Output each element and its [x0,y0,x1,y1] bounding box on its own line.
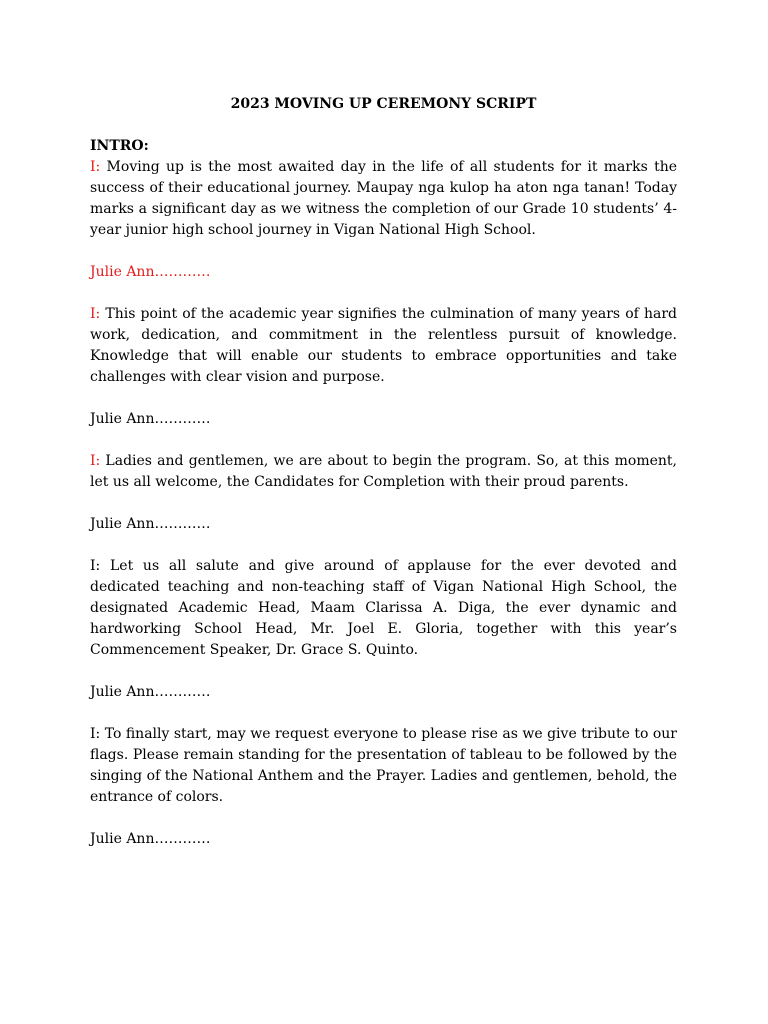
speaker-label: I: [90,159,101,175]
document-title: 2023 MOVING UP CEREMONY SCRIPT [230,96,537,112]
paragraph-intro-1 [90,157,677,241]
paragraph-text: Ladies and gentlemen, we are about to begin the program. So, at this moment, let us all welcome, the Candidates for Completion with their proud parents. [90,453,677,490]
speaker-cue-julie-ann-3: Julie Ann………… [90,516,211,532]
paragraph-intro-5: I: To finally start, may we request everyone to please rise as we give tribute to our flags. Please remain standing for the presentation of tableau to be followed by the singing of the National Anthem and the Prayer. Ladies and gentlemen, behold, the entrance of colors. [90,726,677,805]
speaker-cue-julie-ann-4: Julie Ann………… [90,684,211,700]
paragraph-intro-3 [90,451,677,493]
speaker-label: I: [90,453,101,469]
speaker-label: I: [90,306,101,322]
paragraph-intro-4: I: Let us all salute and give around of applause for the ever devoted and dedicated teaching and non-teaching staff of Vigan National High School, the designated Academic Head, Maam Clarissa A. Diga, the ever dynamic and hardworking School Head, Mr. Joel E. Gloria, together with this year’s Commencement Speaker, Dr. Grace S. Quinto. [90,558,677,658]
speaker-cue-julie-ann-5: Julie Ann………… [90,831,211,847]
speaker-cue-julie-ann-2: Julie Ann………… [90,411,211,427]
paragraph-intro-2 [90,304,677,388]
document-content [90,94,677,871]
section-label-intro: INTRO: [90,138,149,154]
speaker-cue-julie-ann-1: Julie Ann………… [90,264,211,280]
paragraph-text: This point of the academic year signifies the culmination of many years of hard work, dedication, and commitment in the relentless pursuit of knowledge. Knowledge that will enable our students to embrace opportunities and take challenges with clear vision and purpose. [90,306,677,385]
paragraph-text: Moving up is the most awaited day in the life of all students for it marks the success of their educational journey. Maupay nga kulop ha aton nga tanan! Today marks a significant day as we witness the completion of our Grade 10 students’ 4-year junior high school journey in Vigan National High School. [90,159,677,238]
